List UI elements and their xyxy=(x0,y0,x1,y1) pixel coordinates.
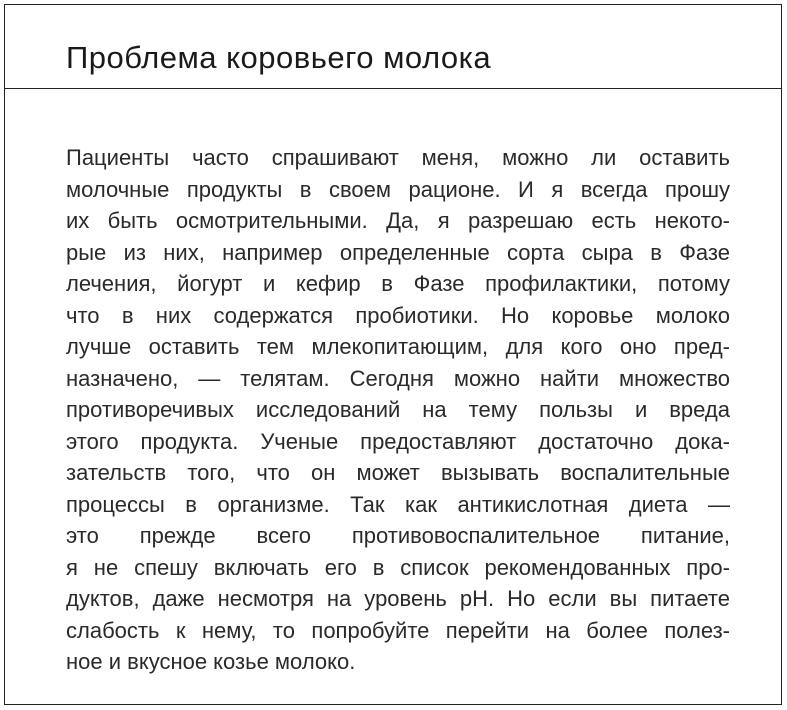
paragraph-line: я не спешу включать его в список рекомендованных про- xyxy=(66,554,730,580)
paragraph-line: рые из них, например определенные сорта сыра в Фазе xyxy=(66,239,730,265)
paragraph-line: слабость к нему, то попробуйте перейти на более полез- xyxy=(66,617,730,643)
paragraph-line: что в них содержатся пробиотики. Но коровье молоко xyxy=(66,302,730,328)
paragraph-line: зательств того, что он может вызывать воспалительные xyxy=(66,460,730,485)
paragraph-line: их быть осмотрительными. Да, я разрешаю есть некото- xyxy=(66,208,730,233)
paragraph-line: это прежде всего противовоспалительное питание, xyxy=(66,523,730,548)
paragraph-line: дуктов, даже несмотря на уровень pH. Но если вы питаете xyxy=(66,586,730,611)
title-divider xyxy=(4,88,782,89)
paragraph-line: противоречивых исследований на тему пользы и вреда xyxy=(66,397,730,422)
paragraph-line: молочные продукты в своем рационе. И я всегда прошу xyxy=(66,176,730,202)
paragraph-line: Пациенты часто спрашивают меня, можно ли оставить xyxy=(66,145,730,170)
paragraph-line: процессы в организме. Так как антикислотная диета — xyxy=(66,491,730,517)
section-title: Проблема коровьего молока xyxy=(66,40,492,75)
paragraph-line: этого продукта. Ученые предоставляют достаточно дока- xyxy=(66,428,730,454)
paragraph-line: лучше оставить тем млекопитающим, для кого оно пред- xyxy=(66,334,730,359)
body-paragraph xyxy=(66,142,730,678)
paragraph-line: назначено, — телятам. Сегодня можно найти множество xyxy=(66,365,730,391)
paragraph-line: ное и вкусное козье молоко. xyxy=(66,649,356,674)
paragraph-line: лечения, йогурт и кефир в Фазе профилактики, потому xyxy=(66,271,730,296)
